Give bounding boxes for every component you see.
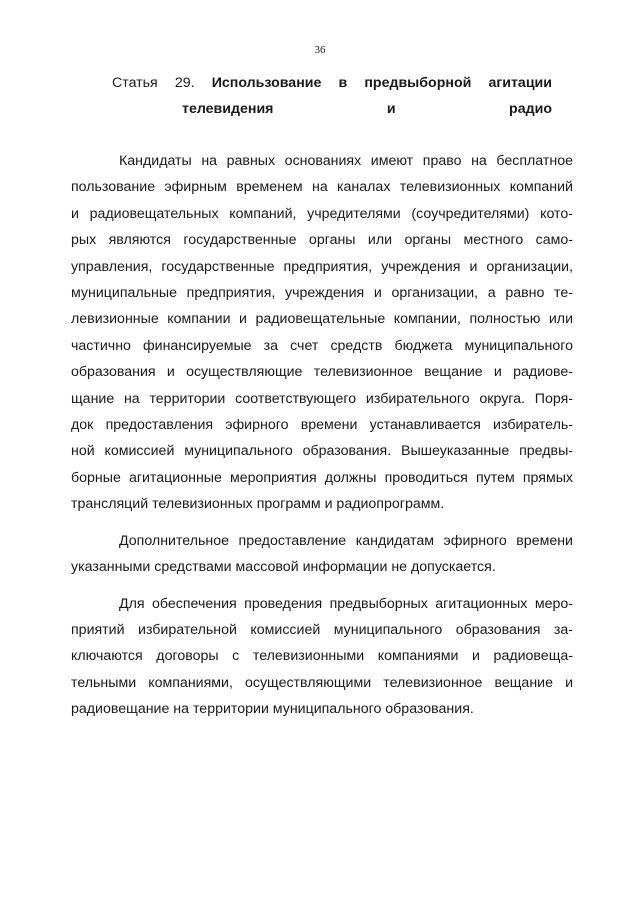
paragraph-line: щание на территории соответствующего избирательного округа. Поря- xyxy=(71,390,573,407)
page-number: 36 xyxy=(314,44,326,56)
article-title-part-1: Использование в предвыборной агитации xyxy=(211,75,552,91)
paragraph-line: пользование эфирным временем на каналах телевизионных компаний xyxy=(71,179,573,196)
paragraph-line: док предоставления эфирного времени устанавливается избиратель- xyxy=(71,417,573,434)
paragraph-line: приятий избирательной комиссией муниципального образования за- xyxy=(71,621,573,638)
paragraph-line: и радиовещательных компаний, учредителями (соучредителями) кото- xyxy=(71,205,573,222)
paragraph-line: образования и осуществляющие телевизионное вещание и радиове- xyxy=(71,364,573,381)
paragraph-line: радиовещание на территории муниципального образования. xyxy=(71,701,474,718)
article-label: Статья 29. xyxy=(112,75,195,91)
paragraph-line: управления, государственные предприятия, учреждения и организации, xyxy=(71,258,573,275)
paragraph-line: указанными средствами массовой информации не допускается. xyxy=(71,559,496,576)
paragraph-line: муниципальные предприятия, учреждения и организации, а равно те- xyxy=(71,285,573,302)
heading-line-1 xyxy=(112,70,552,96)
paragraph-line: ной комиссией муниципального образования. Вышеуказанные предвы- xyxy=(71,443,573,460)
paragraph-1 xyxy=(71,148,573,518)
paragraph-line: рых являются государственные органы или органы местного само- xyxy=(71,232,573,249)
paragraph-line: частично финансируемые за счет средств бюджета муниципального xyxy=(71,337,573,354)
paragraph-line: ключаются договоры с телевизионными компаниями и радиовеща- xyxy=(71,648,573,665)
article-body xyxy=(71,148,573,733)
paragraph-line: Кандидаты на равных основаниях имеют право на бесплатное xyxy=(119,153,573,169)
article-title-part-2: телевидения и радио xyxy=(182,101,552,118)
paragraph-line: Дополнительное предоставление кандидатам эфирного времени xyxy=(119,532,573,549)
article-heading xyxy=(112,70,552,123)
paragraph-line: борные агитационные мероприятия должны проводиться путем прямых xyxy=(71,469,573,486)
paragraph-line: левизионные компании и радиовещательные компании, полностью или xyxy=(71,311,573,328)
paragraph-line: трансляций телевизионных программ и радиопрограмм. xyxy=(71,496,445,513)
paragraph-line: Для обеспечения проведения предвыборных агитационных меро- xyxy=(119,595,573,612)
paragraph-2 xyxy=(71,528,573,581)
paragraph-3 xyxy=(71,591,573,723)
paragraph-line: тельными компаниями, осуществляющими телевизионное вещание и xyxy=(71,674,573,691)
